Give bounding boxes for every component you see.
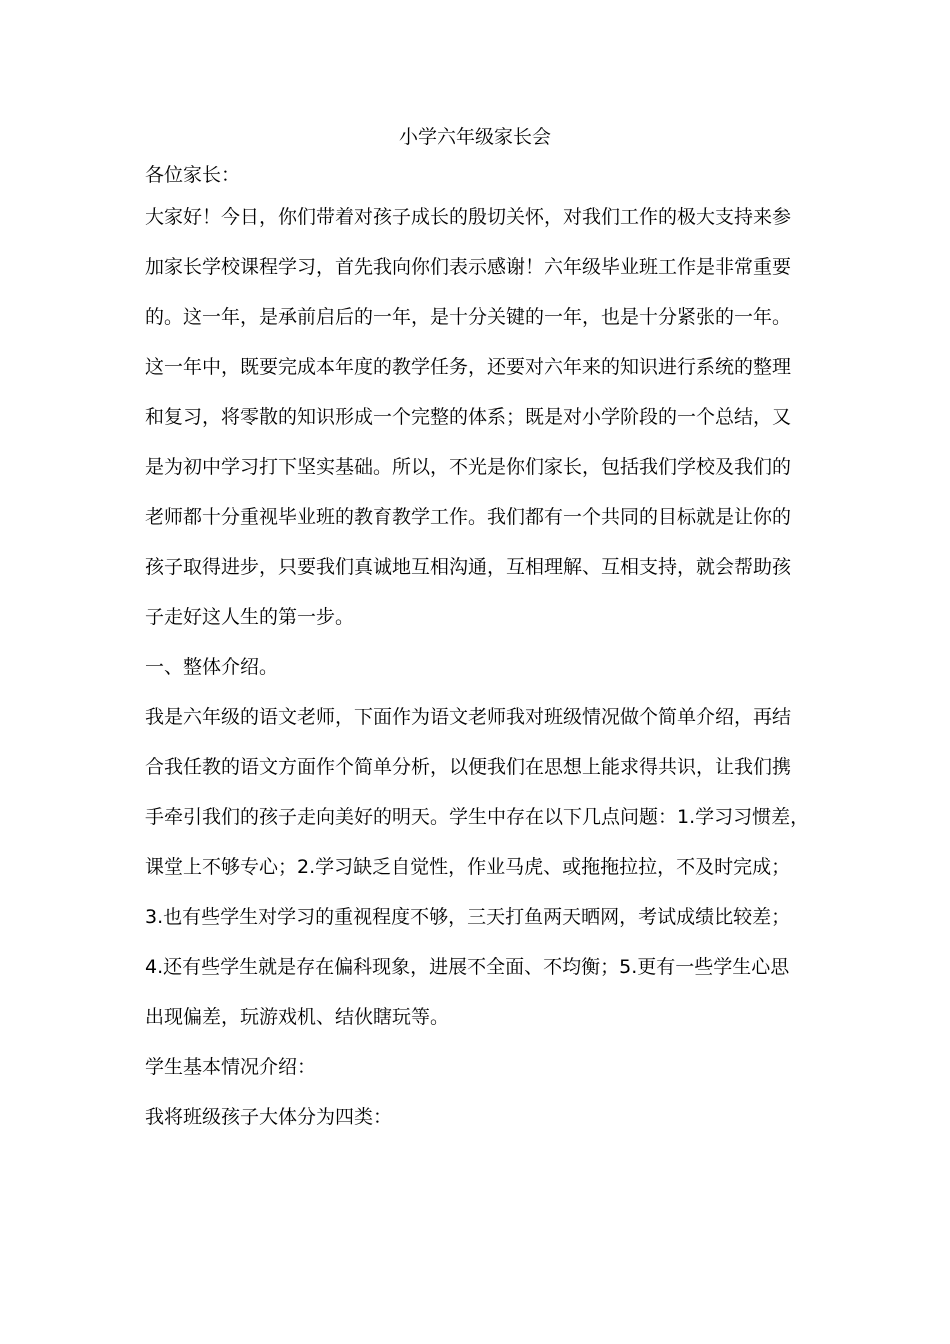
text-line: 加家长学校课程学习，首先我向你们表示感谢！六年级毕业班工作是非常重要 bbox=[145, 256, 792, 278]
text-line: 4.还有些学生就是存在偏科现象，进展不全面、不均衡；5.更有一些学生心思 bbox=[145, 956, 790, 978]
text-line: 和复习，将零散的知识形成一个完整的体系；既是对小学阶段的一个总结，又 bbox=[145, 406, 792, 428]
text-line: 手牵引我们的孩子走向美好的明天。学生中存在以下几点问题：1.学习习惯差， bbox=[145, 806, 810, 828]
text-line: 是为初中学习打下坚实基础。所以，不光是你们家长，包括我们学校及我们的 bbox=[145, 456, 792, 478]
text-line: 孩子取得进步，只要我们真诚地互相沟通，互相理解、互相支持，就会帮助孩 bbox=[145, 556, 792, 578]
subheading: 学生基本情况介绍： bbox=[145, 1056, 317, 1078]
text-line: 老师都十分重视毕业班的教育教学工作。我们都有一个共同的目标就是让你的 bbox=[145, 506, 792, 528]
text-line: 合我任教的语文方面作个简单分析，以便我们在思想上能求得共识，让我们携 bbox=[145, 756, 792, 778]
text-line: 大家好！今日，你们带着对孩子成长的殷切关怀，对我们工作的极大支持来参 bbox=[145, 206, 792, 228]
text-line: 这一年中，既要完成本年度的教学任务，还要对六年来的知识进行系统的整理 bbox=[145, 356, 792, 378]
document-body bbox=[145, 158, 810, 1150]
text-line: 我将班级孩子大体分为四类： bbox=[145, 1106, 393, 1128]
section-heading: 一、整体介绍。 bbox=[145, 656, 279, 678]
text-line: 3.也有些学生对学习的重视程度不够，三天打鱼两天晒网，考试成绩比较差； bbox=[145, 906, 791, 928]
salutation: 各位家长： bbox=[145, 164, 241, 186]
text-line: 课堂上不够专心；2.学习缺乏自觉性，作业马虎、或拖拖拉拉，不及时完成； bbox=[145, 856, 791, 878]
text-line: 子走好这人生的第一步。 bbox=[145, 606, 355, 628]
text-line: 的。这一年，是承前启后的一年，是十分关键的一年，也是十分紧张的一年。 bbox=[145, 306, 792, 328]
text-line: 我是六年级的语文老师，下面作为语文老师我对班级情况做个简单介绍，再结 bbox=[145, 706, 792, 728]
document-title: 小学六年级家长会 bbox=[398, 126, 551, 148]
text-line: 出现偏差，玩游戏机、结伙瞎玩等。 bbox=[145, 1006, 450, 1028]
